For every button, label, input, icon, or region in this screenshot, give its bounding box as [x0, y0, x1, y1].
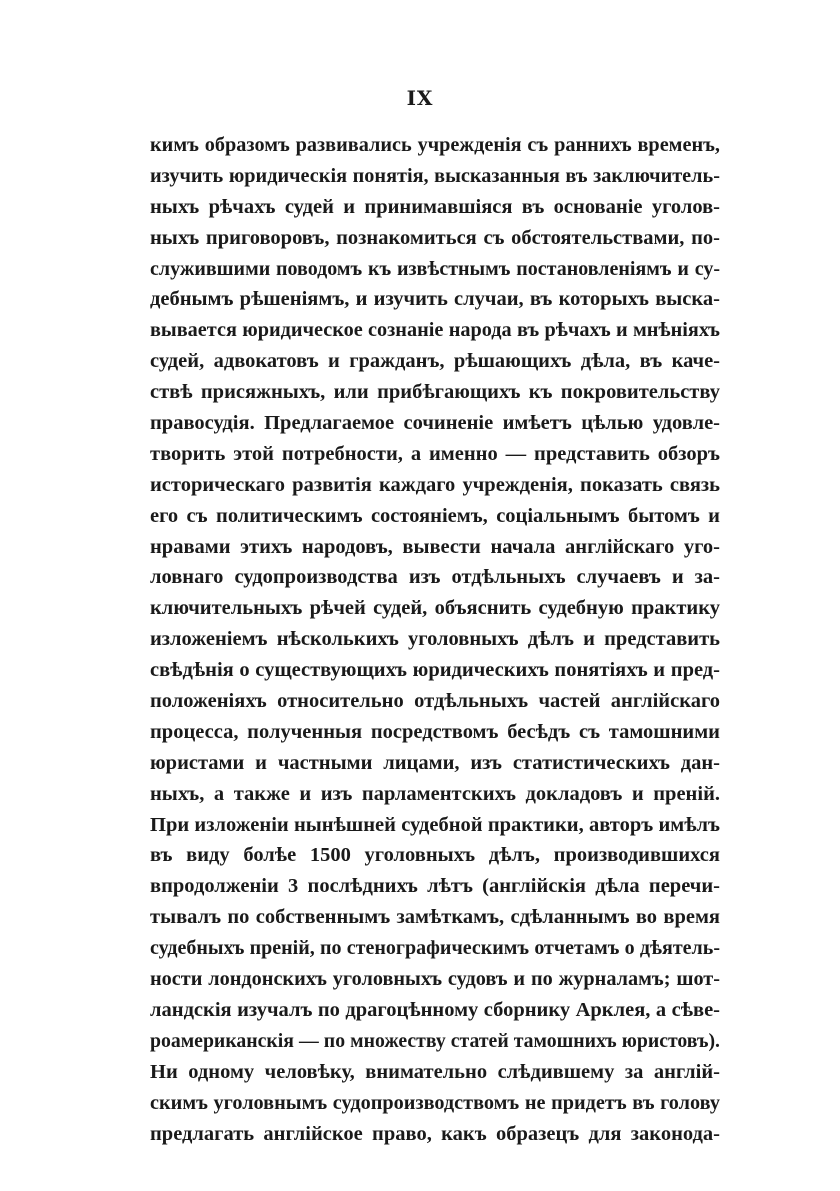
text-line: Ни одному человѣку, внимательно слѣдившему за англій-: [150, 1060, 720, 1083]
text-line: его съ политическимъ состояніемъ, соціальнымъ бытомъ и: [150, 504, 720, 527]
text-line: нравами этихъ народовъ, вывести начала англійскаго уго-: [150, 535, 720, 558]
page-number: IX: [406, 86, 434, 110]
text-line: судебныхъ преній, по стенографическимъ отчетамъ о дѣятель-: [150, 937, 720, 960]
text-line: ности лондонскихъ уголовныхъ судовъ и по журналамъ; шот-: [150, 968, 720, 991]
text-line: ныхъ рѣчахъ судей и принимавшіяся въ основаніе уголов-: [150, 195, 720, 218]
body-text: [150, 130, 720, 1149]
text-line: изложеніемъ нѣсколькихъ уголовныхъ дѣлъ и представить: [150, 628, 720, 651]
text-line: въ виду болѣе 1500 уголовныхъ дѣлъ, производившихся: [150, 844, 720, 867]
text-line: тывалъ по собственнымъ замѣткамъ, сдѣланнымъ во время: [150, 906, 720, 929]
text-line: свѣдѣнія о существующихъ юридическихъ понятіяхъ и пред-: [150, 659, 720, 682]
text-line: ландскія изучалъ по драгоцѣнному сборнику Арклея, а сѣве-: [150, 998, 720, 1021]
text-line: ключительныхъ рѣчей судей, объяснить судебную практику: [150, 597, 720, 620]
text-line: изучить юридическія понятія, высказанныя въ заключитель-: [150, 164, 720, 187]
text-line: дебнымъ рѣшеніямъ, и изучить случаи, въ которыхъ выска-: [150, 288, 720, 311]
text-line: процесса, полученныя посредствомъ бесѣдъ съ тамошними: [150, 720, 720, 743]
text-line: юристами и частными лицами, изъ статистическихъ дан-: [150, 751, 720, 774]
text-line: вывается юридическое сознаніе народа въ рѣчахъ и мнѣніяхъ: [150, 319, 720, 342]
text-line: судей, адвокатовъ и гражданъ, рѣшающихъ дѣла, въ каче-: [150, 350, 720, 373]
text-line: кимъ образомъ развивались учрежденія съ раннихъ временъ,: [150, 134, 720, 156]
text-line: ныхъ приговоровъ, познакомиться съ обстоятельствами, по-: [150, 226, 720, 249]
text-line: впродолженіи 3 послѣднихъ лѣтъ (англійскія дѣла перечи-: [150, 875, 720, 898]
text-line: ствѣ присяжныхъ, или прибѣгающихъ къ покровительству: [150, 381, 720, 404]
text-line: роамериканскія — по множеству статей тамошнихъ юристовъ).: [150, 1029, 720, 1052]
text-line: историческаго развитія каждаго учрежденія, показать связь: [150, 473, 720, 496]
text-line: ныхъ, а также и изъ парламентскихъ докладовъ и преній.: [150, 782, 720, 805]
text-line: творить этой потребности, а именно — представить обзоръ: [150, 442, 720, 465]
text-line: положеніяхъ относительно отдѣльныхъ частей англійскаго: [150, 690, 720, 713]
text-line: предлагать англійское право, какъ образецъ для законода-: [150, 1122, 720, 1145]
text-line: правосудія. Предлагаемое сочиненіе имѣетъ цѣлью удовле-: [150, 412, 720, 435]
text-line: ловнаго судопроизводства изъ отдѣльныхъ случаевъ и за-: [150, 566, 720, 589]
text-line: служившими поводомъ къ извѣстнымъ постановленіямъ и су-: [150, 257, 720, 280]
text-line: скимъ уголовнымъ судопроизводствомъ не придетъ въ голову: [150, 1091, 720, 1114]
text-line: При изложеніи нынѣшней судебной практики, авторъ имѣлъ: [150, 813, 720, 836]
